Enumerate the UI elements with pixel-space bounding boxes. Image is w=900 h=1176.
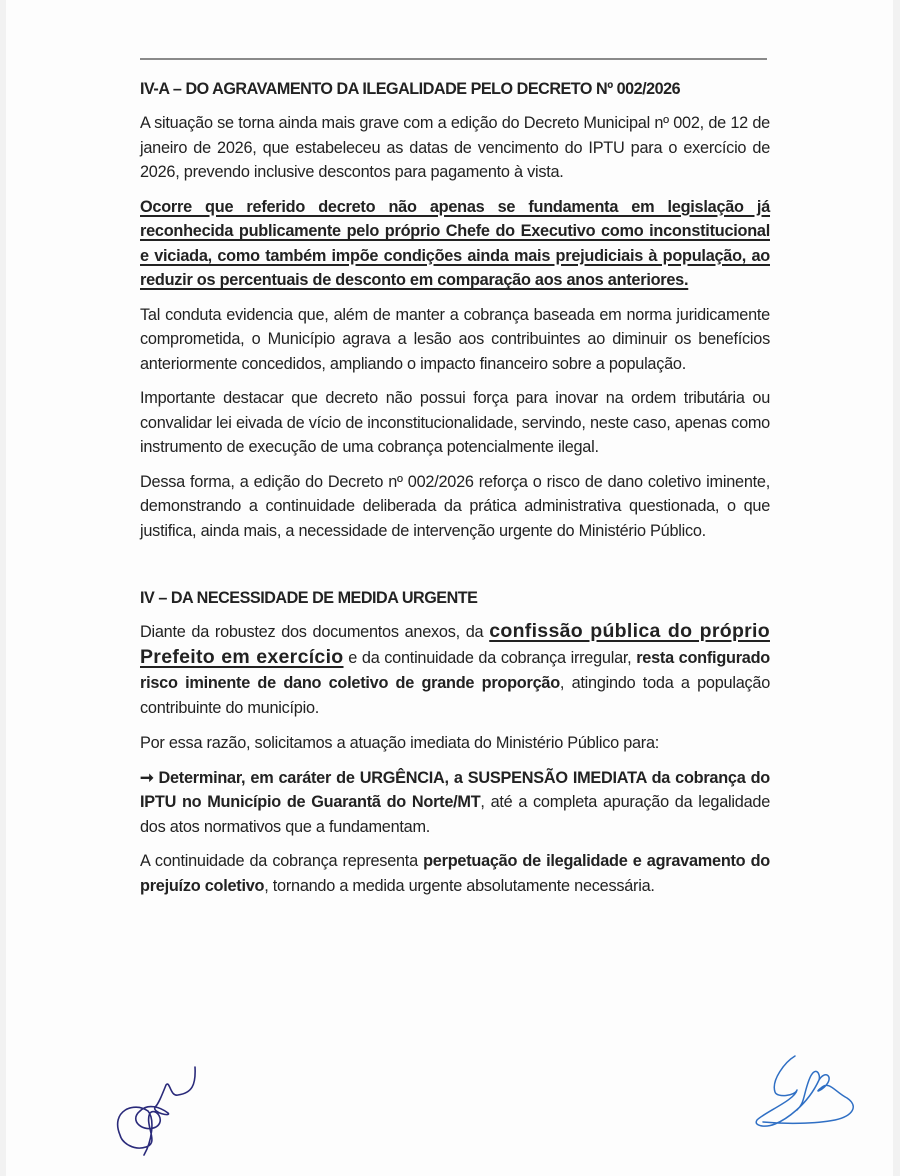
paragraph (140, 849, 770, 898)
emphasized-text: confissão pública do próprio Prefeito em exercício (140, 620, 770, 668)
text-span: A continuidade da cobrança representa (140, 852, 424, 870)
request-item (140, 766, 770, 840)
document-body (140, 78, 770, 898)
signature-right (735, 1050, 865, 1140)
paragraph: Importante destacar que decreto não possui força para inovar na ordem tributária ou convalidar lei eivada de vício de inconstitucionalidade, servindo, neste caso, apenas como instrumento de execução de uma cobrança potencialmente ilegal. (140, 389, 770, 456)
paragraph: A situação se torna ainda mais grave com a edição do Decreto Municipal nº 002, de 12 de janeiro de 2026, que estabeleceu as datas de vencimento do IPTU para o exercício de 2026, prevendo inclusive descontos para pagamento à vista. (140, 114, 770, 181)
paragraph: Por essa razão, solicitamos a atuação imediata do Ministério Público para: (140, 734, 660, 752)
paragraph: Tal conduta evidencia que, além de manter a cobrança baseada em norma juridicamente comprometida, o Município agrava a lesão aos contribuintes ao diminuir os benefícios anteriormente concedidos, ampliando o impacto financeiro sobre a população. (140, 305, 770, 373)
paragraph-emphasized: Ocorre que referido decreto não apenas se fundamenta em legislação já reconhecida publicamente pelo próprio Chefe do Executivo como inconstitucional e viciada, como também impõe condições ainda mais prejudiciais à população, ao reduzir os percentuais de desconto em comparação aos anos anteriores. (140, 197, 770, 289)
bold-text: perpetuação de ilegalidade e agravamento do prejuízo coletivo (140, 852, 770, 895)
paragraph: Dessa forma, a edição do Decreto nº 002/2026 reforça o risco de dano coletivo iminente, demonstrando a continuidade deliberada da prática administrativa questionada, o que justifica, ainda mais, a necessidade de intervenção urgente do Ministério Público. (140, 472, 770, 540)
text-span: , atingindo toda a população contribuinte do município. (140, 674, 770, 717)
bold-text: Determinar, em caráter de URGÊNCIA, a SUSPENSÃO IMEDIATA da cobrança do IPTU no Município de Guarantã do Norte/MT (140, 768, 770, 811)
text-span: , até a completa apuração da legalidade dos atos normativos que a fundamentam. (140, 793, 770, 836)
text-span: e da continuidade da cobrança irregular, (343, 649, 637, 667)
header-divider (140, 58, 767, 60)
paragraph (140, 619, 770, 721)
text-span: Diante da robustez dos documentos anexos, da (140, 623, 490, 641)
section-heading-iv: IV – DA NECESSIDADE DE MEDIDA URGENTE (140, 588, 478, 607)
text-span: , tornando a medida urgente absolutamente necessária. (264, 876, 655, 895)
arrow-icon: ➞ (140, 768, 154, 787)
signature-left (100, 1055, 210, 1165)
bold-text: resta configurado risco iminente de dano coletivo de grande proporção (140, 649, 770, 692)
section-heading-iv-a: IV-A – DO AGRAVAMENTO DA ILEGALIDADE PELO DECRETO Nº 002/2026 (140, 79, 681, 98)
